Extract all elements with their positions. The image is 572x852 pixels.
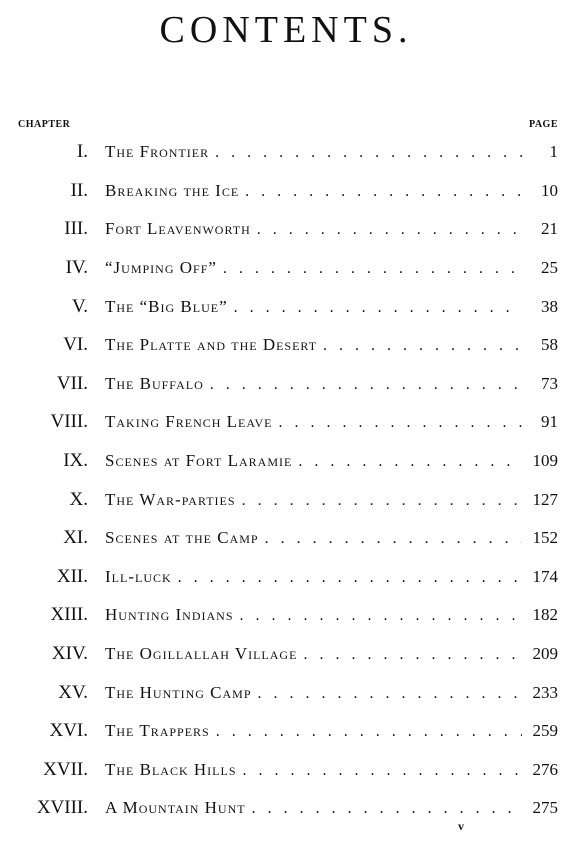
chapter-title: A Mountain Hunt <box>105 798 252 818</box>
page-number: 233 <box>532 682 558 702</box>
toc-entry <box>105 605 522 625</box>
page-title: CONTENTS. <box>159 9 413 51</box>
page-number: 91 <box>541 412 558 432</box>
chapter-number: VII. <box>56 372 88 394</box>
chapter-number: XVIII. <box>36 797 88 819</box>
chapter-title: The Hunting Camp <box>105 683 258 703</box>
chapter-title: The War-parties <box>105 490 242 510</box>
chapter-title: Breaking the Ice <box>105 181 245 201</box>
toc-entry <box>105 258 522 278</box>
toc-row <box>0 712 572 751</box>
toc-row <box>0 751 572 790</box>
toc-entry <box>105 335 522 355</box>
toc-row <box>0 558 572 597</box>
page-folio: v <box>458 819 464 833</box>
toc-row <box>0 480 572 519</box>
toc-row <box>0 596 572 635</box>
dot-leader <box>223 260 522 278</box>
page-number: 127 <box>532 489 558 509</box>
toc-entry <box>105 181 522 201</box>
toc-entry <box>105 567 522 587</box>
page-number: 152 <box>532 528 558 548</box>
toc-entry <box>105 528 522 548</box>
toc-row <box>0 133 572 172</box>
chapter-title: The Black Hills <box>105 760 243 780</box>
dot-leader <box>258 685 523 703</box>
chapter-column-header: CHAPTER <box>18 119 71 130</box>
chapter-title: Taking French Leave <box>105 412 279 432</box>
toc-entry <box>105 451 522 471</box>
toc-row <box>0 789 572 828</box>
dot-leader <box>210 376 522 394</box>
page-number: 73 <box>541 373 558 393</box>
chapter-title: The Buffalo <box>105 374 210 394</box>
page-number: 58 <box>541 335 558 355</box>
chapter-number: VIII. <box>50 411 88 433</box>
toc-entry <box>105 412 522 432</box>
table-of-contents <box>0 133 572 828</box>
chapter-number: XII. <box>56 565 88 587</box>
toc-entry <box>105 683 522 703</box>
toc-row <box>0 673 572 712</box>
chapter-number: IV. <box>65 257 88 279</box>
page-number: 209 <box>532 644 558 664</box>
chapter-title: The Platte and the Desert <box>105 335 323 355</box>
toc-entry <box>105 490 522 510</box>
toc-entry <box>105 297 522 317</box>
toc-entry <box>105 760 522 780</box>
dot-leader <box>242 492 522 510</box>
dot-leader <box>215 144 522 162</box>
toc-entry <box>105 644 522 664</box>
toc-row <box>0 519 572 558</box>
toc-row <box>0 326 572 365</box>
page-number: 259 <box>532 721 558 741</box>
chapter-number: IX. <box>63 450 88 472</box>
chapter-title: Fort Leavenworth <box>105 219 257 239</box>
toc-entry <box>105 721 522 741</box>
toc-row <box>0 287 572 326</box>
toc-row <box>0 635 572 674</box>
chapter-title: Ill-luck <box>105 567 178 587</box>
page-number: 275 <box>532 798 558 818</box>
chapter-title: Scenes at Fort Laramie <box>105 451 298 471</box>
chapter-number: XVI. <box>49 720 88 742</box>
chapter-title: The Ogillallah Village <box>105 644 303 664</box>
toc-row <box>0 365 572 404</box>
dot-leader <box>178 569 522 587</box>
dot-leader <box>245 183 522 201</box>
chapter-number: II. <box>70 179 88 201</box>
page-number: 276 <box>532 759 558 779</box>
dot-leader <box>234 299 522 317</box>
page-number: 182 <box>532 605 558 625</box>
toc-row <box>0 210 572 249</box>
toc-entry <box>105 374 522 394</box>
page-number: 10 <box>541 180 558 200</box>
chapter-number: XIII. <box>50 604 88 626</box>
chapter-title: The Frontier <box>105 142 215 162</box>
toc-row <box>0 403 572 442</box>
chapter-number: X. <box>69 488 88 510</box>
toc-row <box>0 442 572 481</box>
dot-leader <box>216 723 522 741</box>
page-number: 174 <box>532 566 558 586</box>
page-number: 1 <box>549 142 558 162</box>
page-number: 21 <box>541 219 558 239</box>
page-number: 38 <box>541 296 558 316</box>
chapter-number: XVII. <box>43 758 88 780</box>
chapter-title: “Jumping Off” <box>105 258 223 278</box>
dot-leader <box>243 762 523 780</box>
dot-leader <box>240 607 522 625</box>
chapter-title: The Trappers <box>105 721 216 741</box>
dot-leader <box>298 453 522 471</box>
toc-entry <box>105 798 522 818</box>
dot-leader <box>303 646 522 664</box>
chapter-number: V. <box>71 295 88 317</box>
toc-row <box>0 172 572 211</box>
page-number: 25 <box>541 258 558 278</box>
dot-leader <box>257 221 522 239</box>
page-number: 109 <box>532 451 558 471</box>
chapter-number: XI. <box>63 527 88 549</box>
dot-leader <box>323 337 522 355</box>
chapter-number: XIV. <box>51 643 88 665</box>
chapter-number: I. <box>76 141 88 163</box>
dot-leader <box>265 530 522 548</box>
chapter-number: VI. <box>63 334 88 356</box>
chapter-title: Scenes at the Camp <box>105 528 265 548</box>
chapter-number: XV. <box>58 681 88 703</box>
toc-entry <box>105 142 522 162</box>
toc-row <box>0 249 572 288</box>
chapter-title: The “Big Blue” <box>105 297 234 317</box>
chapter-number: III. <box>64 218 88 240</box>
dot-leader <box>279 414 523 432</box>
chapter-title: Hunting Indians <box>105 605 240 625</box>
toc-entry <box>105 219 522 239</box>
dot-leader <box>252 800 522 818</box>
page-column-header: PAGE <box>528 119 558 130</box>
